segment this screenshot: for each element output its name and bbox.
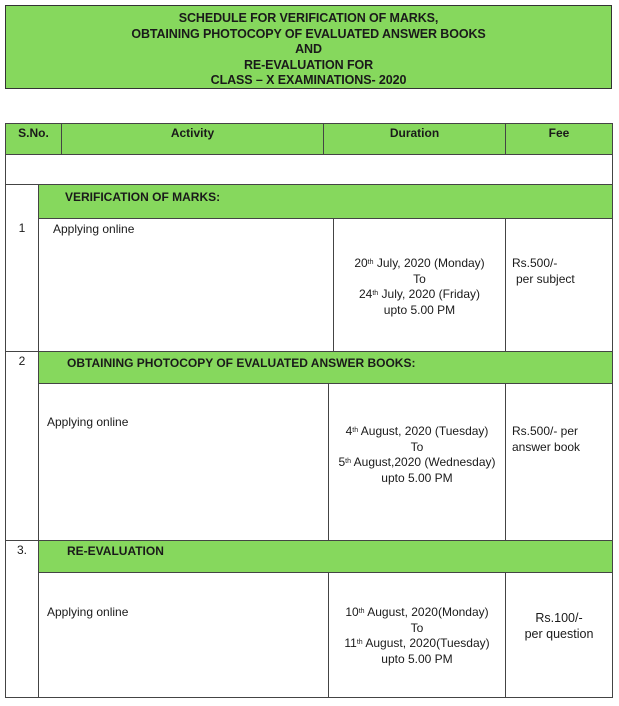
- title-line-1: SCHEDULE FOR VERIFICATION OF MARKS,: [178, 11, 439, 25]
- section-3-heading: RE-EVALUATION: [38, 540, 613, 573]
- section-3-activity: Applying online: [38, 572, 329, 698]
- section-2-number: 2: [18, 354, 26, 368]
- section-1-fee: Rs.500/- per subject: [505, 218, 613, 352]
- section-2-activity: Applying online: [38, 383, 329, 541]
- header-activity: Activity: [61, 123, 324, 155]
- section-1-number-cell: [5, 184, 39, 352]
- spacer-row: [5, 154, 613, 185]
- title-line-2: OBTAINING PHOTOCOPY OF EVALUATED ANSWER BOOKS: [131, 26, 486, 41]
- section-2-number-cell: [5, 351, 39, 541]
- header-sno: S.No.: [5, 123, 62, 155]
- title-line-3: AND: [295, 42, 322, 56]
- section-3-number: 3.: [16, 543, 27, 557]
- section-1-activity: Applying online: [38, 218, 334, 352]
- section-3-duration: 10th August, 2020(Monday) To 11th August, 2020(Tuesday) upto 5.00 PM: [328, 572, 506, 698]
- section-2-heading: OBTAINING PHOTOCOPY OF EVALUATED ANSWER BOOKS:: [38, 351, 613, 384]
- header-duration: Duration: [323, 123, 506, 155]
- schedule-title: [5, 5, 612, 89]
- section-2-fee: Rs.500/- per answer book: [505, 383, 613, 541]
- section-1-heading: VERIFICATION OF MARKS:: [38, 184, 613, 219]
- section-3-fee: Rs.100/- per question: [505, 572, 613, 698]
- section-3-number-cell: [5, 540, 39, 698]
- section-2-duration: 4th August, 2020 (Tuesday) To 5th August,2020 (Wednesday) upto 5.00 PM: [328, 383, 506, 541]
- header-fee: Fee: [505, 123, 613, 155]
- section-1-duration: 20th July, 2020 (Monday) To 24th July, 2020 (Friday) upto 5.00 PM: [333, 218, 506, 352]
- section-1-number: 1: [18, 221, 26, 235]
- title-line-5: CLASS – X EXAMINATIONS- 2020: [210, 73, 407, 87]
- title-line-4: RE-EVALUATION FOR: [243, 57, 374, 72]
